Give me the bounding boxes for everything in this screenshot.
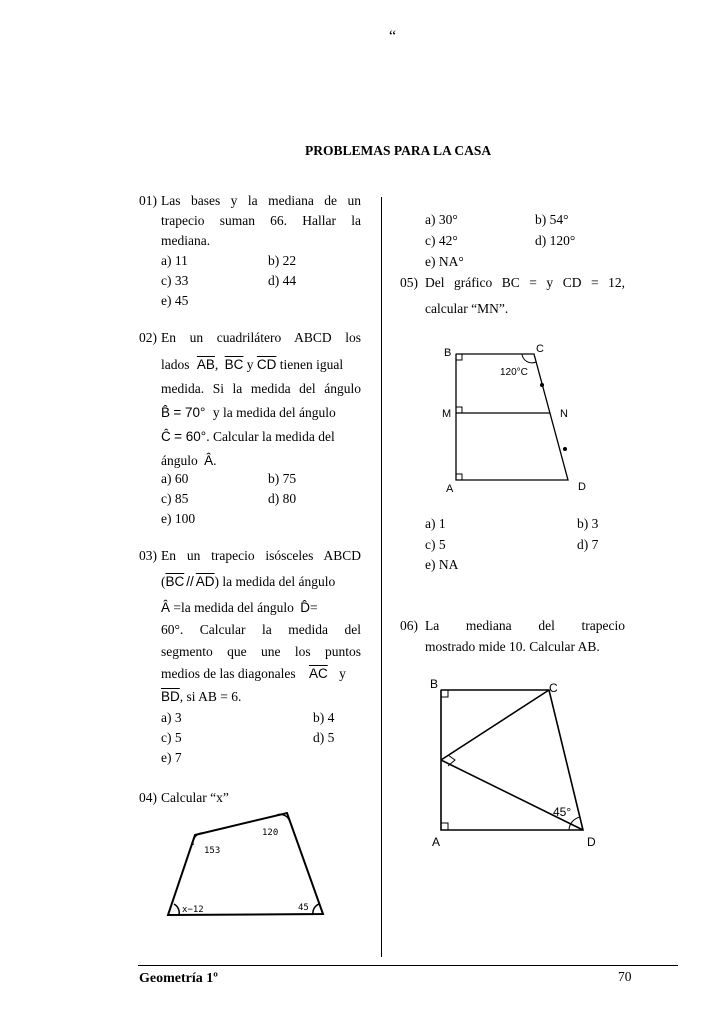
text: =la medida del ángulo xyxy=(173,600,294,615)
problem-text-line: medida. Si la medida del ángulo xyxy=(161,381,361,396)
problem-text-line xyxy=(161,429,335,445)
text: , xyxy=(214,357,219,372)
angle-a: Â xyxy=(204,453,214,468)
option: b) 4 xyxy=(313,710,335,725)
right-angle-mark xyxy=(441,690,448,697)
vertex-label: D xyxy=(578,481,586,493)
problem-text-line: segmento que une los puntos xyxy=(161,644,361,659)
angle-label: 45° xyxy=(553,805,572,819)
angle-label: 45 xyxy=(298,903,309,913)
problem-text-line: mediana. xyxy=(161,233,211,248)
problem-text-line: trapecio suman 66. Hallar la xyxy=(161,213,361,228)
option: e) 7 xyxy=(161,750,182,765)
segment-ab: $\overline{AB}$ xyxy=(196,357,215,372)
problem-text-line: Las bases y la mediana de un xyxy=(161,193,361,208)
page-title: PROBLEMAS PARA LA CASA xyxy=(305,143,492,158)
segment-bd: $\overline{BD}$ xyxy=(161,689,180,704)
footer-rule xyxy=(138,965,678,966)
text: . Calcular la medida del xyxy=(206,429,335,444)
option: d) 7 xyxy=(577,537,599,552)
option: a) 11 xyxy=(161,253,188,268)
text: medios de las diagonales xyxy=(161,666,296,681)
segment xyxy=(441,690,549,760)
segment-cd: $\overline{CD}$ xyxy=(256,357,277,372)
problem-text-line: Del gráfico BC = y CD = 12, xyxy=(425,275,625,290)
right-angle-mark xyxy=(456,354,462,360)
angle-value: = 70° xyxy=(173,405,206,420)
option: d) 5 xyxy=(313,730,335,745)
quadrilateral xyxy=(168,813,323,915)
vertex-label: C xyxy=(549,681,558,695)
option: d) 44 xyxy=(268,273,297,288)
option: b) 75 xyxy=(268,471,297,486)
vertex-label: B xyxy=(444,347,452,359)
problem-number: 01) xyxy=(139,193,157,208)
problem-text-line: En un cuadrilátero ABCD los xyxy=(161,330,361,345)
text: y xyxy=(246,357,254,372)
vertex-label: B xyxy=(430,677,439,691)
problem-text-line xyxy=(161,453,217,469)
option: c) 33 xyxy=(161,273,189,288)
midpoint-dot xyxy=(540,383,544,387)
problem-text-line: mostrado mide 10. Calcular AB. xyxy=(425,639,600,654)
right-angle-mark xyxy=(456,407,462,413)
option: a) 30° xyxy=(425,212,458,227)
angle-label: 153 xyxy=(204,846,221,856)
column-divider xyxy=(381,197,382,957)
option: a) 3 xyxy=(161,710,182,725)
problem-text-line: En un trapecio isósceles ABCD xyxy=(161,548,361,563)
angle-c: Ĉ xyxy=(161,429,171,444)
option: d) 120° xyxy=(535,233,576,248)
angle-b: B̂ xyxy=(161,405,171,420)
option: c) 42° xyxy=(425,233,458,248)
trapezoid-mn-figure xyxy=(430,338,600,498)
right-angle-mark xyxy=(441,823,448,830)
problem-number: 03) xyxy=(139,548,157,563)
quadrilateral-figure xyxy=(160,800,340,925)
footer-subject: Geometría 1º xyxy=(139,971,218,986)
vertex-label: D xyxy=(587,835,596,849)
angle-label: x−12 xyxy=(182,905,204,915)
problem-text-line xyxy=(161,666,361,682)
problem-text-line xyxy=(161,689,241,705)
vertex-label: C xyxy=(536,343,544,355)
text: . xyxy=(213,453,217,468)
option: b) 3 xyxy=(577,516,599,531)
segment-bc: $\overline{BC}$ xyxy=(165,574,185,589)
text: ángulo xyxy=(161,453,198,468)
option: e) 100 xyxy=(161,511,196,526)
text: , si AB = 6. xyxy=(179,689,242,704)
text: tienen igual xyxy=(279,357,344,372)
option: a) 60 xyxy=(161,471,189,486)
vertex-label: A xyxy=(432,835,441,849)
page-number: 70 xyxy=(618,969,632,984)
option: b) 54° xyxy=(535,212,569,227)
point-label: M xyxy=(442,408,452,420)
segment-bc: $\overline{BC}$ xyxy=(224,357,244,372)
parallel-symbol: // xyxy=(186,574,194,589)
option: a) 1 xyxy=(425,516,446,531)
text: y la medida del ángulo xyxy=(212,405,336,420)
problem-text-line: $(\overline{BC} // \overline{AD})$ la medida del ángulo xyxy=(161,574,336,589)
trapezoid-ab-figure xyxy=(425,672,610,857)
problem-text-line xyxy=(161,405,336,421)
angle-d: D̂ xyxy=(300,600,310,615)
option: b) 22 xyxy=(268,253,297,268)
text: ) la medida del ángulo xyxy=(214,574,336,589)
option: d) 80 xyxy=(268,491,297,506)
problem-number: 02) xyxy=(139,330,157,345)
problem-text-line: 60°. Calcular la medida del xyxy=(161,622,361,637)
option: c) 5 xyxy=(161,730,182,745)
angle-label: 120°C xyxy=(500,367,528,378)
point-label: N xyxy=(560,408,568,420)
option: e) NA° xyxy=(425,254,464,269)
problem-text-line: Calcular “x” xyxy=(161,790,229,805)
problem-text-line: La mediana del trapecio xyxy=(425,618,625,633)
problem-number: 05) xyxy=(400,275,418,290)
text: = xyxy=(309,600,318,615)
segment-ac: $\overline{AC}$ xyxy=(308,666,328,681)
vertex-label: A xyxy=(446,483,454,495)
option: e) NA xyxy=(425,557,459,572)
segment xyxy=(441,760,583,830)
segment-ad: $\overline{AD}$ xyxy=(195,574,215,589)
right-angle-mark xyxy=(456,474,462,480)
problem-text-line: calcular “MN”. xyxy=(425,301,509,316)
problem-number: 04) xyxy=(139,790,157,805)
angle-value: = 60° xyxy=(174,429,207,444)
header-mark: “ xyxy=(389,28,397,45)
option: c) 85 xyxy=(161,491,189,506)
text: lados xyxy=(161,357,190,372)
problem-text-line xyxy=(161,357,343,373)
angle-a: Â xyxy=(161,600,171,615)
option: e) 45 xyxy=(161,293,189,308)
angle-arc xyxy=(174,904,179,915)
problem-text-line xyxy=(161,600,318,616)
midpoint-dot xyxy=(563,447,567,451)
option: c) 5 xyxy=(425,537,446,552)
angle-label: 120 xyxy=(262,828,279,838)
problem-number: 06) xyxy=(400,618,418,633)
text: y xyxy=(339,666,346,681)
